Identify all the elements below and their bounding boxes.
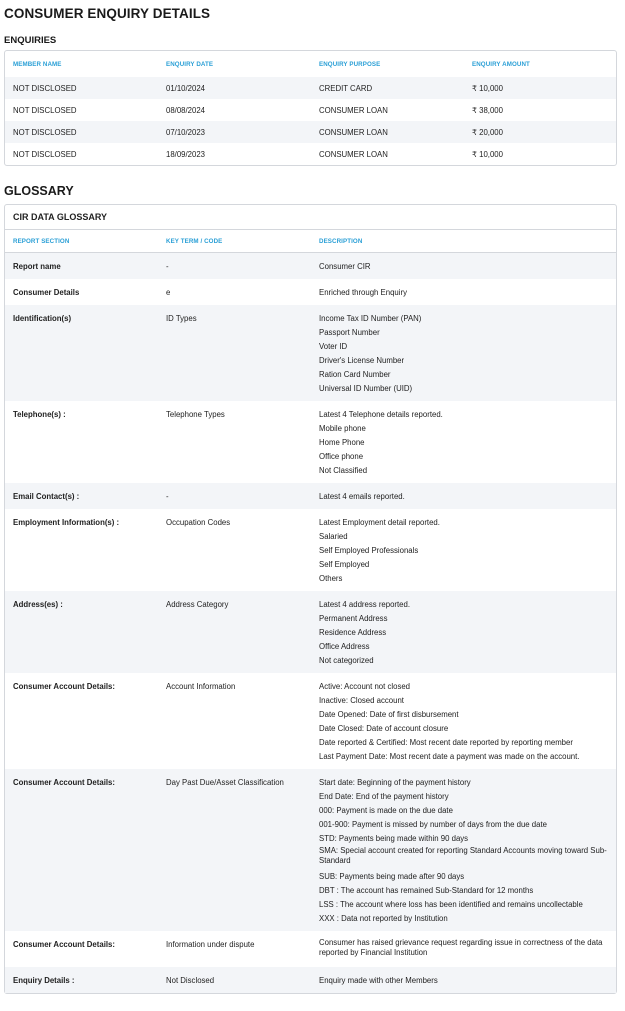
- col-member-name: MEMBER NAME: [13, 60, 62, 68]
- key-term-cell: Account Information: [166, 682, 236, 691]
- col-enquiry-date: ENQUIRY DATE: [166, 60, 214, 68]
- glossary-heading: GLOSSARY: [4, 184, 74, 198]
- description-line: Enriched through Enquiry: [319, 288, 407, 297]
- key-term-cell: Occupation Codes: [166, 518, 231, 527]
- description-cell: [311, 591, 616, 673]
- description-line: Voter ID: [319, 342, 348, 351]
- description-line: Start date: Beginning of the payment history: [319, 778, 471, 787]
- glossary-row: [5, 253, 616, 280]
- description-cell: [311, 483, 616, 509]
- enquiry-amount-cell: ₹ 10,000: [472, 149, 503, 159]
- page-title: CONSUMER ENQUIRY DETAILS: [4, 6, 211, 21]
- description-line: SUB: Payments being made after 90 days: [319, 872, 465, 881]
- description-cell: [311, 509, 616, 591]
- report-section-cell: Enquiry Details :: [5, 967, 158, 993]
- report-section-cell: Report name: [5, 253, 158, 280]
- report-section-cell: Consumer Account Details:: [13, 940, 115, 949]
- description-line: Not categorized: [319, 656, 374, 665]
- report-section-cell: Consumer Account Details:: [13, 682, 115, 691]
- report-section-cell: Consumer Account Details:: [5, 769, 158, 931]
- enquiry-amount-cell: ₹ 38,000: [472, 105, 503, 115]
- glossary-row: [5, 279, 616, 305]
- description-cell: [311, 305, 616, 401]
- glossary-panel-title: CIR DATA GLOSSARY: [5, 205, 616, 230]
- description-line: Self Employed: [319, 560, 370, 569]
- description-line: LSS : The account where loss has been identified and remains uncollectable: [319, 900, 583, 909]
- description-line: Latest 4 emails reported.: [319, 492, 405, 501]
- description-cell: [311, 769, 616, 931]
- report-section-cell: Telephone(s) :: [13, 410, 66, 419]
- description-line: Consumer has raised grievance request regarding issue in correctness of the data reported by Financial Institution: [319, 938, 603, 957]
- enquiry-purpose-cell: CREDIT CARD: [311, 77, 464, 99]
- glossary-panel: [4, 204, 617, 994]
- glossary-row: [5, 931, 616, 967]
- description-cell: [311, 253, 616, 280]
- enquiry-row: [5, 99, 616, 121]
- description-line: Permanent Address: [319, 614, 388, 623]
- enquiry-purpose-cell: CONSUMER LOAN: [311, 121, 464, 143]
- enquiries-table: [5, 51, 616, 165]
- key-term-cell: ID Types: [158, 305, 311, 401]
- glossary-row: [5, 305, 616, 401]
- enquiry-amount-cell: ₹ 20,000: [464, 121, 616, 143]
- glossary-table: [5, 230, 616, 993]
- glossary-row: [5, 591, 616, 673]
- member-name-cell: NOT DISCLOSED: [13, 149, 77, 159]
- description-line: Income Tax ID Number (PAN): [319, 314, 422, 323]
- description-line: Consumer CIR: [319, 262, 371, 271]
- member-name-cell: NOT DISCLOSED: [5, 121, 158, 143]
- description-line: SMA: Special account created for reporting Standard Accounts moving toward Sub-Standard: [319, 846, 607, 865]
- description-line: Latest 4 address reported.: [319, 600, 411, 609]
- description-line: Driver's License Number: [319, 356, 405, 365]
- key-term-cell: e: [166, 288, 171, 297]
- enquiries-panel: [4, 50, 617, 166]
- description-cell: [311, 673, 616, 769]
- description-line: Office phone: [319, 452, 364, 461]
- description-line: Universal ID Number (UID): [319, 384, 413, 393]
- enquiry-date-cell: 18/09/2023: [166, 149, 206, 159]
- enquiry-date-cell: 01/10/2024: [158, 77, 311, 99]
- description-line: DBT : The account has remained Sub-Standard for 12 months: [319, 886, 534, 895]
- key-term-cell: -: [158, 253, 311, 280]
- glossary-row: [5, 967, 616, 993]
- report-section-cell: Consumer Details: [13, 288, 80, 297]
- description-line: Others: [319, 574, 343, 583]
- member-name-cell: NOT DISCLOSED: [13, 105, 77, 115]
- description-line: Home Phone: [319, 438, 365, 447]
- enquiry-purpose-cell: CONSUMER LOAN: [319, 149, 388, 159]
- glossary-header-row: [5, 230, 616, 253]
- col-description: DESCRIPTION: [311, 230, 616, 253]
- enquiry-purpose-cell: CONSUMER LOAN: [319, 105, 388, 115]
- enquiries-header-row: [5, 51, 616, 77]
- description-line: XXX : Data not reported by Institution: [319, 914, 448, 923]
- report-section-cell: Address(es) :: [5, 591, 158, 673]
- description-line: Not Classified: [319, 466, 368, 475]
- description-line: Enquiry made with other Members: [319, 976, 438, 985]
- description-line: 000: Payment is made on the due date: [319, 806, 453, 815]
- key-term-cell: Telephone Types: [166, 410, 225, 419]
- enquiry-amount-cell: ₹ 10,000: [464, 77, 616, 99]
- description-line: Date reported & Certified: Most recent date reported by reporting member: [319, 738, 573, 747]
- report-section-cell: Email Contact(s) :: [5, 483, 158, 509]
- description-line: Inactive: Closed account: [319, 696, 404, 705]
- description-line: Salaried: [319, 532, 348, 541]
- enquiry-row: [5, 77, 616, 99]
- description-cell: [311, 279, 616, 305]
- description-line: Last Payment Date: Most recent date a payment was made on the account.: [319, 752, 580, 761]
- description-line: Latest Employment detail reported.: [319, 518, 440, 527]
- col-enquiry-amount: ENQUIRY AMOUNT: [472, 60, 530, 68]
- description-line: Latest 4 Telephone details reported.: [319, 410, 443, 419]
- col-key-term: KEY TERM / CODE: [158, 230, 311, 253]
- description-cell: [311, 401, 616, 483]
- key-term-cell: Information under dispute: [166, 940, 255, 949]
- enquiries-heading: ENQUIRIES: [4, 35, 57, 46]
- description-line: Date Closed: Date of account closure: [319, 724, 449, 733]
- description-line: Self Employed Professionals: [319, 546, 419, 555]
- description-line: Date Opened: Date of first disbursement: [319, 710, 459, 719]
- enquiry-date-cell: 08/08/2024: [166, 105, 206, 115]
- key-term-cell: Not Disclosed: [158, 967, 311, 993]
- key-term-cell: Day Past Due/Asset Classification: [158, 769, 311, 931]
- description-line: Mobile phone: [319, 424, 366, 433]
- description-line: 001-900: Payment is missed by number of days from the due date: [319, 820, 547, 829]
- glossary-row: [5, 769, 616, 931]
- description-line: Ration Card Number: [319, 370, 391, 379]
- description-line: End Date: End of the payment history: [319, 792, 449, 801]
- description-line: Office Address: [319, 642, 370, 651]
- description-cell: [311, 967, 616, 993]
- enquiry-row: [5, 121, 616, 143]
- report-section-cell: Employment Information(s) :: [13, 518, 120, 527]
- enquiry-row: [5, 143, 616, 165]
- description-line: Passport Number: [319, 328, 380, 337]
- description-cell: [311, 931, 616, 967]
- glossary-row: [5, 673, 616, 769]
- description-line: STD: Payments being made within 90 days: [319, 834, 469, 843]
- description-line: Residence Address: [319, 628, 387, 637]
- key-term-cell: Address Category: [158, 591, 311, 673]
- glossary-row: [5, 483, 616, 509]
- glossary-row: [5, 509, 616, 591]
- member-name-cell: NOT DISCLOSED: [5, 77, 158, 99]
- description-line: Active: Account not closed: [319, 682, 411, 691]
- col-report-section: REPORT SECTION: [5, 230, 158, 253]
- col-enquiry-purpose: ENQUIRY PURPOSE: [319, 60, 381, 68]
- key-term-cell: -: [158, 483, 311, 509]
- glossary-row: [5, 401, 616, 483]
- enquiry-date-cell: 07/10/2023: [158, 121, 311, 143]
- report-section-cell: Identification(s): [5, 305, 158, 401]
